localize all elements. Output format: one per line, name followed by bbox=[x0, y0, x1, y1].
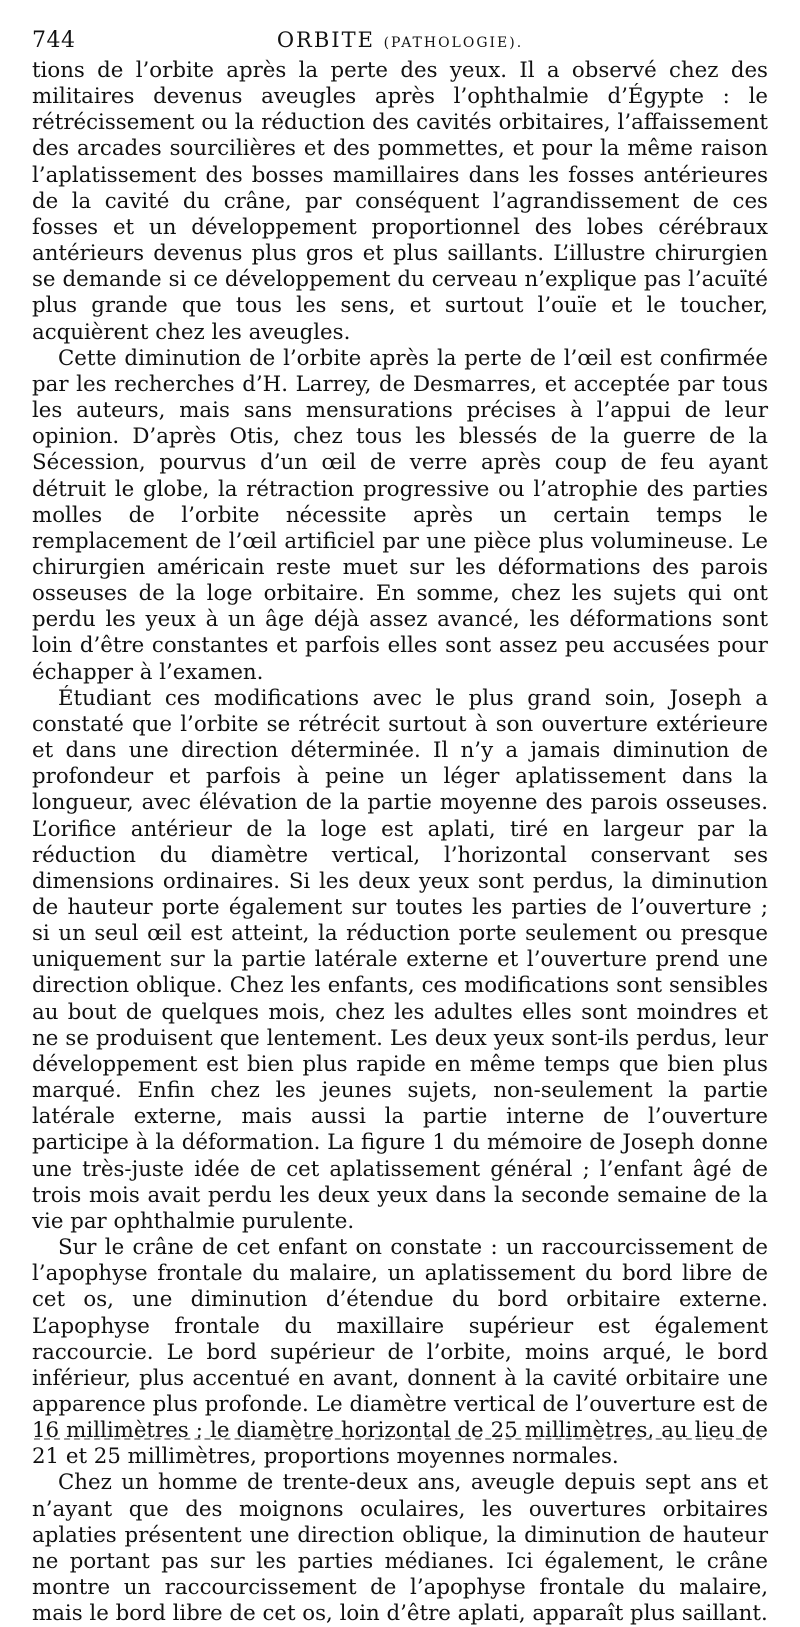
paragraph-4: Sur le crâne de cet enfant on constate : un raccourcissement de l’apophyse frontale du malaire, un aplatissement du bord libre de cet os, une diminution d’étendue du bord orbitaire externe. L’apophyse frontale du maxillaire supérieur est également raccourcie. Le bord supérieur de l’orbite, moins arqué, le bord inférieur, plus accentué en avant, donnent à la cavité orbitaire une apparence plus profonde. Le diamètre vertical de l’ouverture est de 16 millimètres ; le diamètre horizontal de 25 millimètres, au lieu de 21 et 25 millimètres, proportions moyennes normales. bbox=[32, 1235, 768, 1470]
paragraph-3: Étudiant ces modifications avec le plus grand soin, Joseph a constaté que l’orbite se rétrécit surtout à son ouverture extérieure et dans une direction déterminée. Il n’y a jamais diminution de profondeur et parfois à peine un léger aplatissement dans la longueur, avec élévation de la partie moyenne des parois osseuses. L’orifice antérieur de la loge est aplati, tiré en largeur par la réduction du diamètre vertical, l’horizontal conservant ses dimensions ordinaires. Si les deux yeux sont perdus, la diminution de hauteur porte également sur toutes les parties de l’ouverture ; si un seul œil est atteint, la réduction porte seulement ou presque uniquement sur la partie latérale externe et l’ouverture prend une direction oblique. Chez les enfants, ces modifications sont sensibles au bout de quelques mois, chez les adultes elles sont moindres et ne se produisent que lentement. Les deux yeux sont-ils perdus, leur développement est bien plus rapide en même temps que bien plus marqué. Enfin chez les jeunes sujets, non-seulement la partie latérale externe, mais aussi la partie interne de l’ouverture participe à la déformation. La figure 1 du mémoire de Joseph donne une très-juste idée de cet aplatissement général ; l’enfant âgé de trois mois avait perdu les deux yeux dans la seconde semaine de la vie par ophthalmie purulente. bbox=[32, 685, 768, 1234]
page-number: 744 bbox=[32, 28, 76, 53]
page-header bbox=[32, 28, 768, 58]
paragraph-1: tions de l’orbite après la perte des yeux. Il a observé chez des militaires devenus aveugles après l’ophthalmie d’Égypte : le rétrécissement ou la réduction des cavités orbitaires, l’affaissement des arcades sourcilières et des pommettes, et pour la même raison l’aplatissement des bosses mamillaires dans les fosses antérieures de la cavité du crâne, par conséquent l’agrandissement de ces fosses et un développement proportionnel des lobes cérébraux antérieurs devenus plus gros et plus saillants. L’illustre chirurgien se demande si ce développement du cerveau n’explique pas l’acuïté plus grande que tous les sens, et surtout l’ouïe et le toucher, acquièrent chez les aveugles. bbox=[32, 58, 768, 345]
footer-rule bbox=[34, 1438, 762, 1440]
running-title-sub: (PATHOLOGIE). bbox=[383, 35, 524, 51]
paragraph-5: Chez un homme de trente-deux ans, aveugle depuis sept ans et n’ayant que des moignons oculaires, les ouvertures orbitaires aplaties présentent une direction oblique, la diminution de hauteur ne portant pas sur les parties médianes. Ici également, le crâne montre un raccourcissement de l’apophyse frontale du malaire, mais le bord libre de cet os, loin d’être aplati, apparaît plus saillant. bbox=[32, 1470, 768, 1627]
running-title bbox=[32, 28, 768, 52]
running-title-main: ORBITE bbox=[276, 28, 375, 52]
paragraph-2: Cette diminution de l’orbite après la perte de l’œil est confirmée par les recherches d’H. Larrey, de Desmarres, et acceptée par tous les auteurs, mais sans mensurations précises à l’appui de leur opinion. D’après Otis, chez tous les blessés de la guerre de la Sécession, pourvus d’un œil de verre après coup de feu ayant détruit le globe, la rétraction progressive ou l’atrophie des parties molles de l’orbite nécessite après un certain temps le remplacement de l’œil artificiel par une pièce plus volumineuse. Le chirurgien américain reste muet sur les déformations des parois osseuses de la loge orbitaire. En somme, chez les sujets qui ont perdu les yeux à un âge déjà assez avancé, les déformations sont loin d’être constantes et parfois elles sont assez peu accusées pour échapper à l’examen. bbox=[32, 345, 768, 685]
body-text bbox=[32, 58, 768, 1627]
